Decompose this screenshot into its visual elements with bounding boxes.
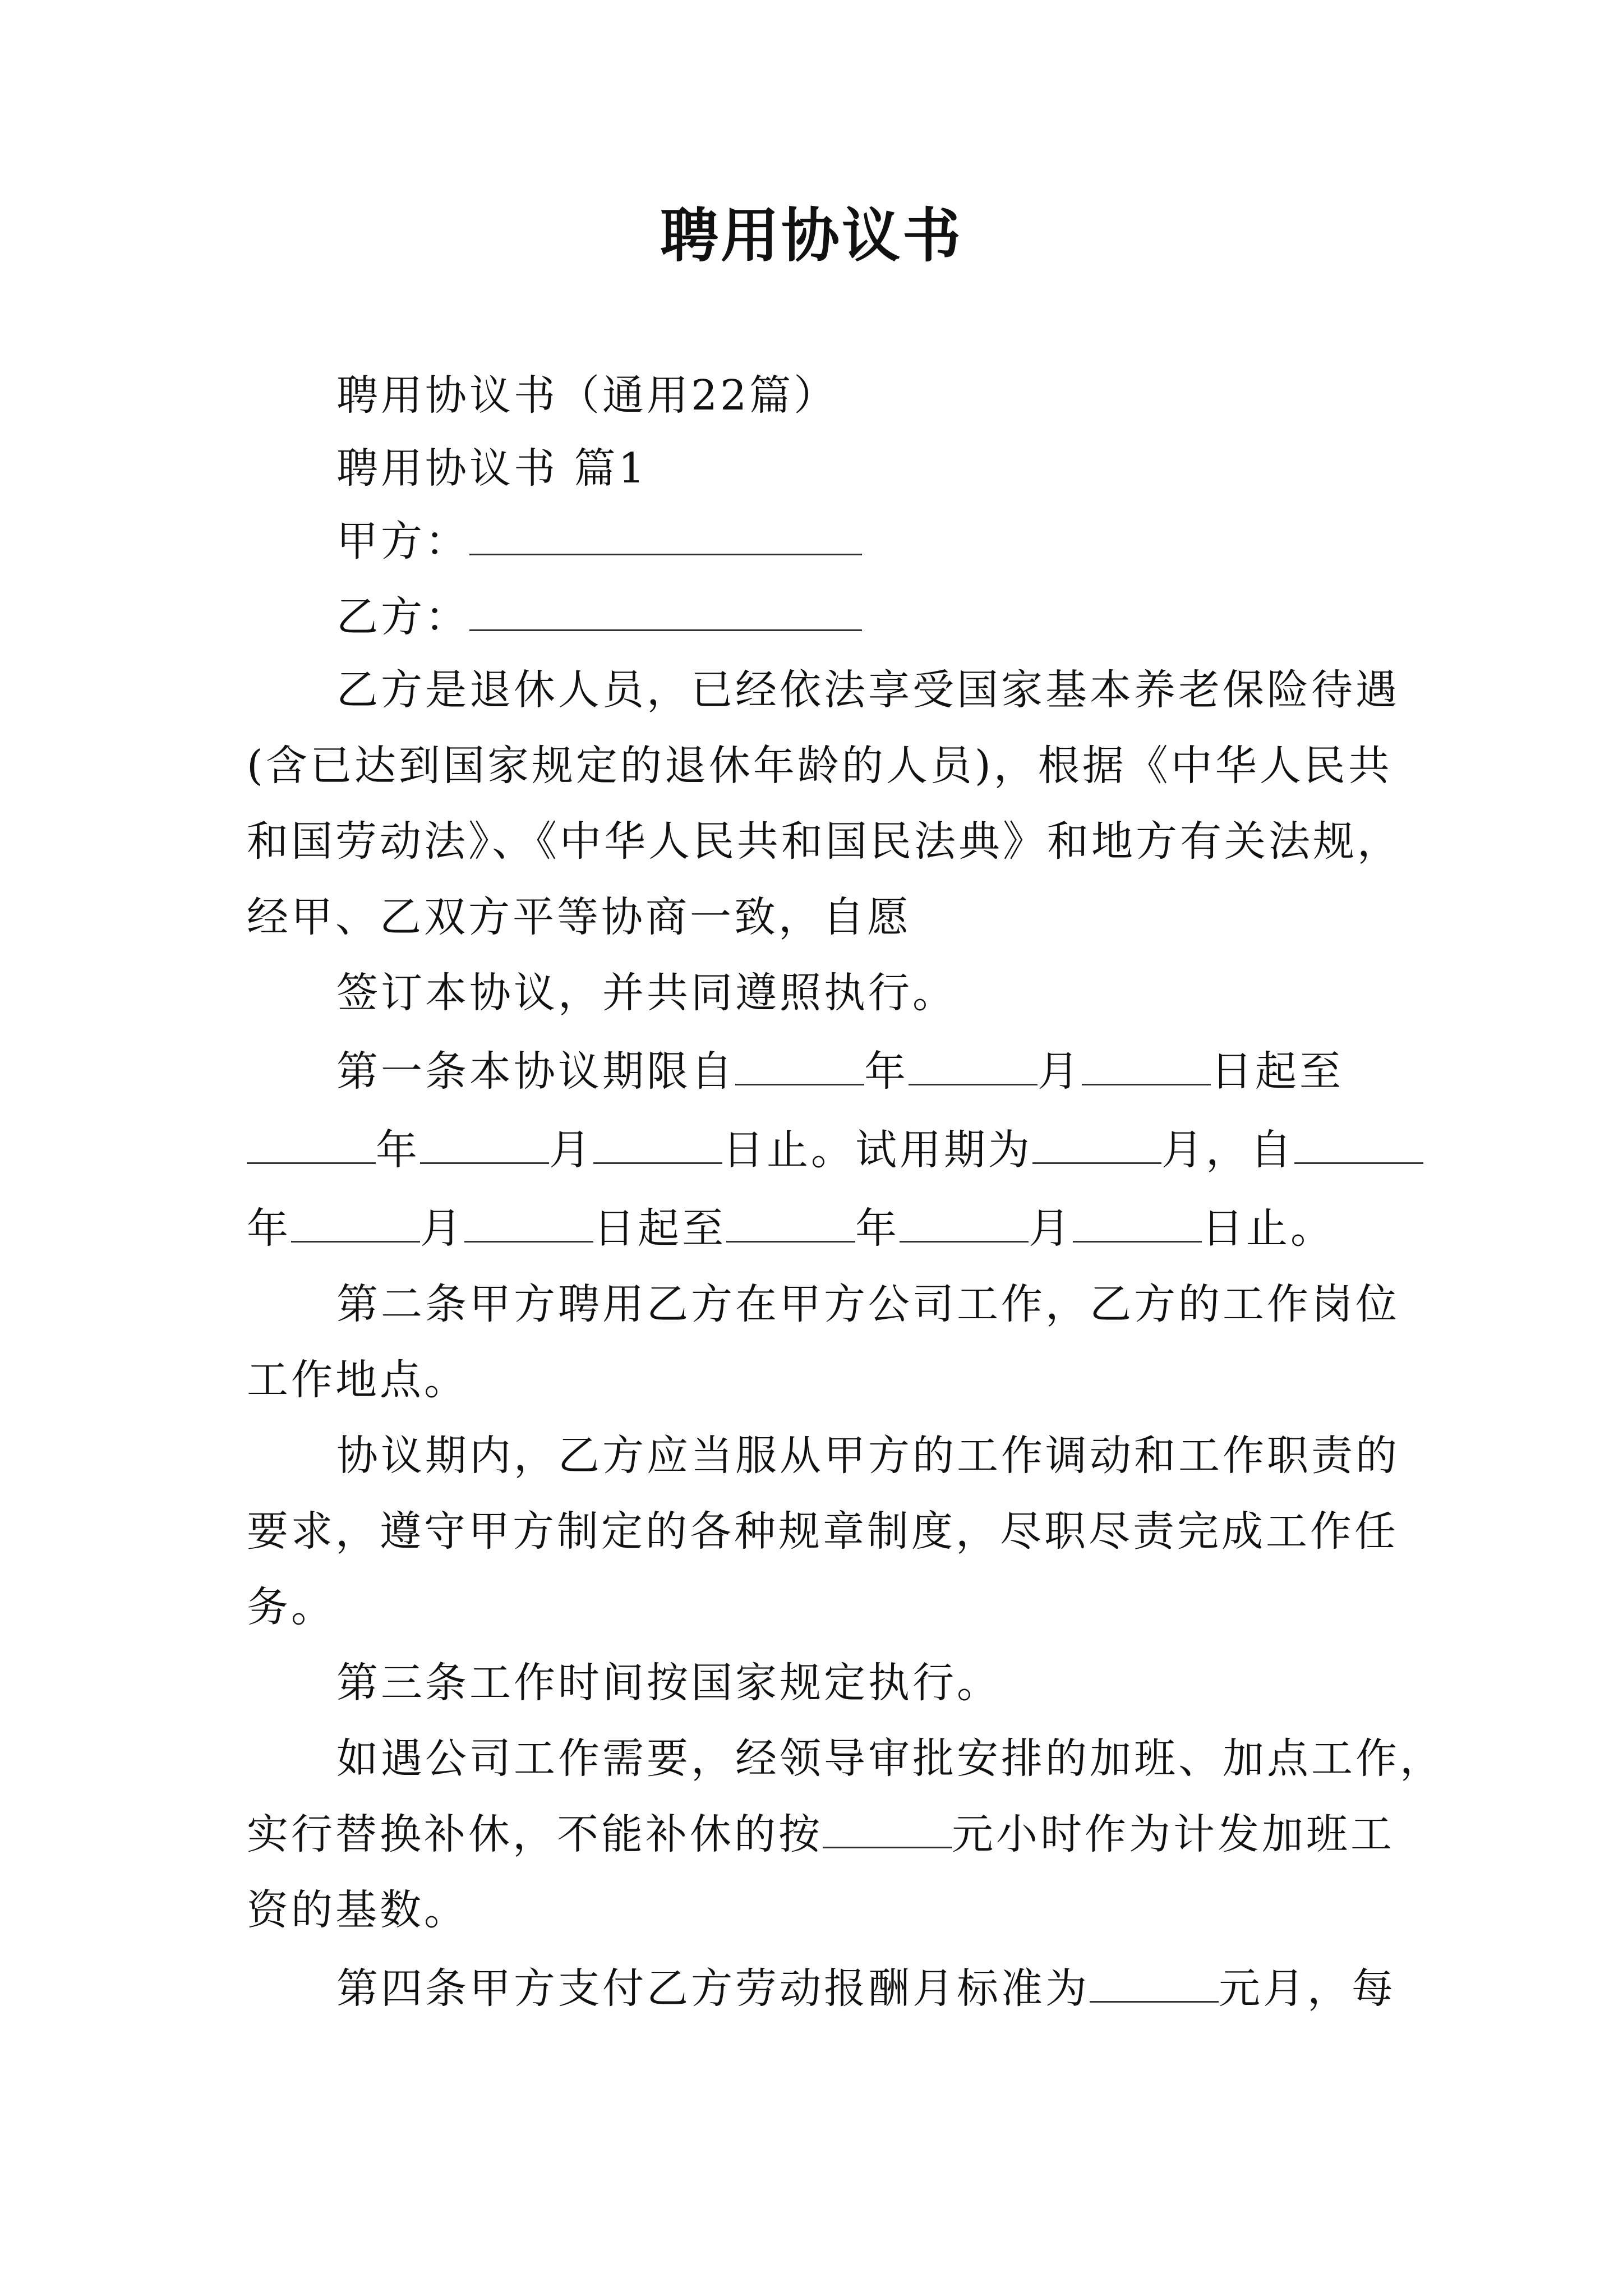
fill-blank: [1294, 1123, 1423, 1164]
article-1-line: 第一条本协议期限自 年 月 日起至: [336, 1043, 1380, 1099]
fill-blank: [291, 1202, 420, 1243]
article-1-line: 年 月 日起至 年 月 日止。: [247, 1200, 1380, 1257]
document-subtitle: 聘用协议书（通用22篇）: [336, 371, 838, 420]
fill-blank: [735, 1045, 864, 1085]
fill-blank: [1073, 1202, 1202, 1243]
article-4-line: 第四条甲方支付乙方劳动报酬月标准为 元月，每: [336, 1961, 1380, 2017]
fill-blank: [1082, 1045, 1211, 1085]
fill-blank: [1090, 1962, 1219, 2003]
paragraph-line: 如遇公司工作需要，经领导审批安排的加班、加点工作，: [336, 1734, 1444, 1783]
fill-blank: [823, 1807, 952, 1848]
fill-blank: [726, 1202, 855, 1243]
fill-blank: [464, 1202, 593, 1243]
article-2-line: 第二条甲方聘用乙方在甲方公司工作，乙方的工作岗位: [336, 1280, 1400, 1328]
fill-blank: [900, 1202, 1029, 1243]
paragraph-line: 务。: [247, 1583, 335, 1631]
paragraph-line: 和国劳动法》、《中华人民共和国民法典》和地方有关法规，: [247, 817, 1401, 866]
paragraph-line: 要求，遵守甲方制定的各种规章制度，尽职尽责完成工作任: [247, 1507, 1399, 1556]
paragraph-line: 经甲、乙双方平等协商一致，自愿: [247, 893, 911, 941]
fill-blank: [247, 1123, 376, 1164]
fill-blank: [909, 1045, 1038, 1085]
party-b-line: 乙方：: [336, 589, 1380, 645]
paragraph-line: 签订本协议，并共同遵照执行。: [336, 969, 957, 1017]
party-a-line: 甲方：: [336, 513, 1380, 569]
fill-blank: [420, 1123, 549, 1164]
paragraph-line: 乙方是退休人员，已经依法享受国家基本养老保险待遇: [336, 666, 1400, 714]
fill-blank: [1032, 1123, 1161, 1164]
article-2-line: 工作地点。: [247, 1356, 468, 1404]
fill-blank: [593, 1123, 722, 1164]
paragraph-line: (含已达到国家规定的退休年龄的人员)，根据《中华人民共: [247, 742, 1393, 790]
section-heading: 聘用协议书 篇1: [336, 444, 648, 493]
paragraph-line: 协议期内，乙方应当服从甲方的工作调动和工作职责的: [336, 1432, 1400, 1480]
party-b-blank: [469, 590, 862, 631]
article-3-line: 第三条工作时间按国家规定执行。: [336, 1659, 1001, 1707]
paragraph-line: 实行替换补休，不能补休的按 元小时作为计发加班工: [247, 1806, 1380, 1862]
article-1-line: 年 月 日止。试用期为 月，自: [247, 1122, 1380, 1178]
document-title: 聘用协议书: [660, 201, 963, 270]
paragraph-line: 资的基数。: [247, 1886, 468, 1934]
party-a-blank: [469, 514, 862, 555]
